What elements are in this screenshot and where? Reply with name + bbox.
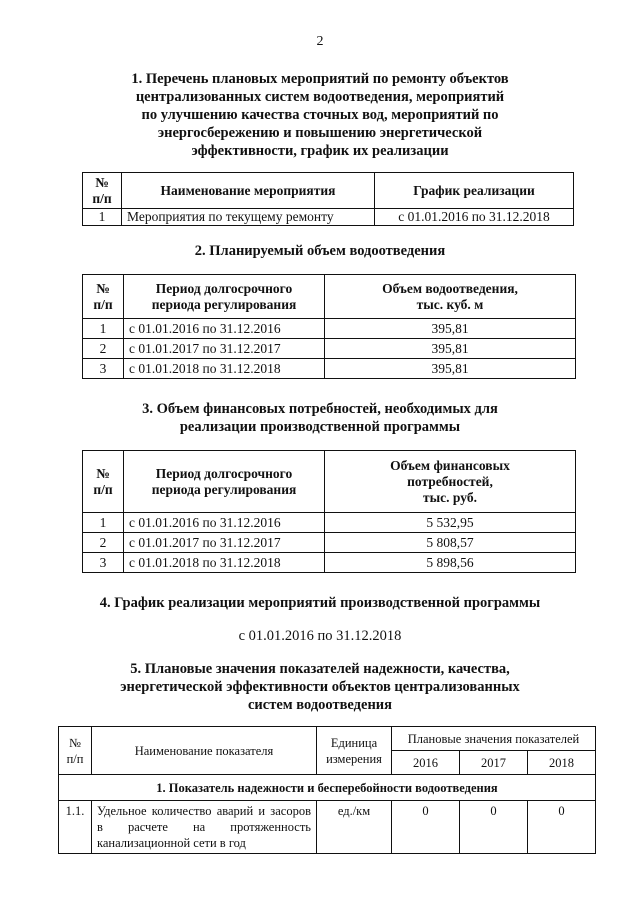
header-volume-line: тыс. куб. м: [416, 296, 484, 312]
cell-period: с 01.01.2016 по 31.12.2016: [124, 319, 325, 339]
section1-title: [0, 70, 640, 160]
page-number: 2: [316, 34, 324, 49]
section5-title: [0, 660, 640, 714]
header-year: 2017: [459, 751, 527, 775]
header-num-line: п/п: [93, 296, 113, 312]
section3-title-line: 3. Объем финансовых потребностей, необходимых для: [142, 401, 498, 417]
header-period-line: Период долгосрочного: [155, 465, 293, 481]
section3-title-line: реализации производственной программы: [179, 419, 461, 435]
header-period-line: Период долгосрочного: [155, 280, 293, 296]
section5-title-line: энергетической эффективности объектов централизованных: [120, 679, 520, 695]
header-financial: [325, 451, 576, 513]
table-row: [83, 359, 576, 379]
header-year: 2018: [527, 751, 595, 775]
table-row: [83, 319, 576, 339]
header-num-line: №: [69, 735, 81, 750]
cell-unit: ед./км: [317, 801, 392, 854]
header-year: 2016: [392, 751, 460, 775]
header-period-line: периода регулирования: [151, 481, 297, 497]
header-unit-line: Единица: [330, 735, 378, 750]
section1-title-line: энергосбережению и повышению энергетической: [157, 125, 483, 141]
subheader-reliability: 1. Показатель надежности и бесперебойности водоотведения: [59, 775, 596, 801]
section2-title: 2. Планируемый объем водоотведения: [194, 243, 446, 259]
cell-value: 0: [459, 801, 527, 854]
header-num-line: №: [96, 465, 110, 481]
cell-value: 0: [527, 801, 595, 854]
header-period: [124, 451, 325, 513]
header-period: [124, 275, 325, 319]
table-row: [83, 209, 574, 226]
section2-table: [82, 274, 576, 379]
cell-period: с 01.01.2017 по 31.12.2017: [124, 533, 325, 553]
header-schedule: График реализации: [375, 173, 574, 209]
cell-schedule: с 01.01.2016 по 31.12.2018: [375, 209, 574, 226]
section1-title-line: по улучшению качества сточных вод, мероприятий по: [141, 107, 499, 123]
section1-title-line: централизованных систем водоотведения, мероприятий: [135, 89, 505, 105]
header-num-line: №: [96, 280, 110, 296]
cell-value: 5 898,56: [325, 553, 576, 573]
table-row: [83, 553, 576, 573]
table-row: [59, 801, 596, 854]
header-financial-line: тыс. руб.: [423, 489, 477, 505]
header-volume: [325, 275, 576, 319]
cell-num: 1: [83, 209, 122, 226]
table-row: [83, 533, 576, 553]
header-period-line: периода регулирования: [151, 296, 297, 312]
cell-num: 1: [83, 319, 124, 339]
header-num-line: №: [95, 174, 109, 190]
header-num-line: п/п: [66, 751, 84, 766]
header-volume-line: Объем водоотведения,: [382, 280, 518, 296]
cell-period: с 01.01.2017 по 31.12.2017: [124, 339, 325, 359]
section3-table: [82, 450, 576, 573]
section5-title-line: систем водоотведения: [247, 697, 393, 713]
cell-name: Мероприятия по текущему ремонту: [122, 209, 375, 226]
section1-table: [82, 172, 574, 226]
header-num: [83, 451, 124, 513]
cell-num: 2: [83, 339, 124, 359]
table-row: [83, 339, 576, 359]
cell-indicator-name: Удельное количество аварий и засоров в расчете на протяженность канализационной сети в год: [92, 801, 317, 854]
table-row: [83, 513, 576, 533]
section5-table: [58, 726, 596, 854]
section4-period: с 01.01.2016 по 31.12.2018: [238, 628, 402, 644]
cell-num: 3: [83, 359, 124, 379]
section5-title-line: 5. Плановые значения показателей надежности, качества,: [130, 661, 510, 677]
cell-value: 5 808,57: [325, 533, 576, 553]
cell-period: с 01.01.2018 по 31.12.2018: [124, 553, 325, 573]
section1-title-line: 1. Перечень плановых мероприятий по ремонту объектов: [131, 71, 509, 87]
header-unit: [317, 727, 392, 775]
cell-value: 5 532,95: [325, 513, 576, 533]
cell-value: 395,81: [325, 319, 576, 339]
cell-value: 0: [392, 801, 460, 854]
header-financial-line: Объем финансовых: [390, 457, 510, 473]
cell-num: 1: [83, 513, 124, 533]
cell-num: 1.1.: [59, 801, 92, 854]
section1-title-line: эффективности, график их реализации: [191, 143, 449, 159]
header-name: Наименование мероприятия: [122, 173, 375, 209]
cell-value: 395,81: [325, 339, 576, 359]
header-planned-values: Плановые значения показателей: [392, 727, 596, 751]
header-num-line: п/п: [93, 481, 113, 497]
section4-title: 4. График реализации мероприятий производственной программы: [99, 595, 541, 611]
header-financial-line: потребностей,: [407, 473, 493, 489]
cell-num: 2: [83, 533, 124, 553]
header-indicator-name: Наименование показателя: [92, 727, 317, 775]
cell-num: 3: [83, 553, 124, 573]
section3-title: [0, 400, 640, 436]
header-unit-line: измерения: [326, 751, 382, 766]
header-num: [83, 275, 124, 319]
cell-period: с 01.01.2016 по 31.12.2016: [124, 513, 325, 533]
header-num: [59, 727, 92, 775]
header-num: [83, 173, 122, 209]
header-num-line: п/п: [92, 190, 112, 206]
cell-period: с 01.01.2018 по 31.12.2018: [124, 359, 325, 379]
cell-value: 395,81: [325, 359, 576, 379]
